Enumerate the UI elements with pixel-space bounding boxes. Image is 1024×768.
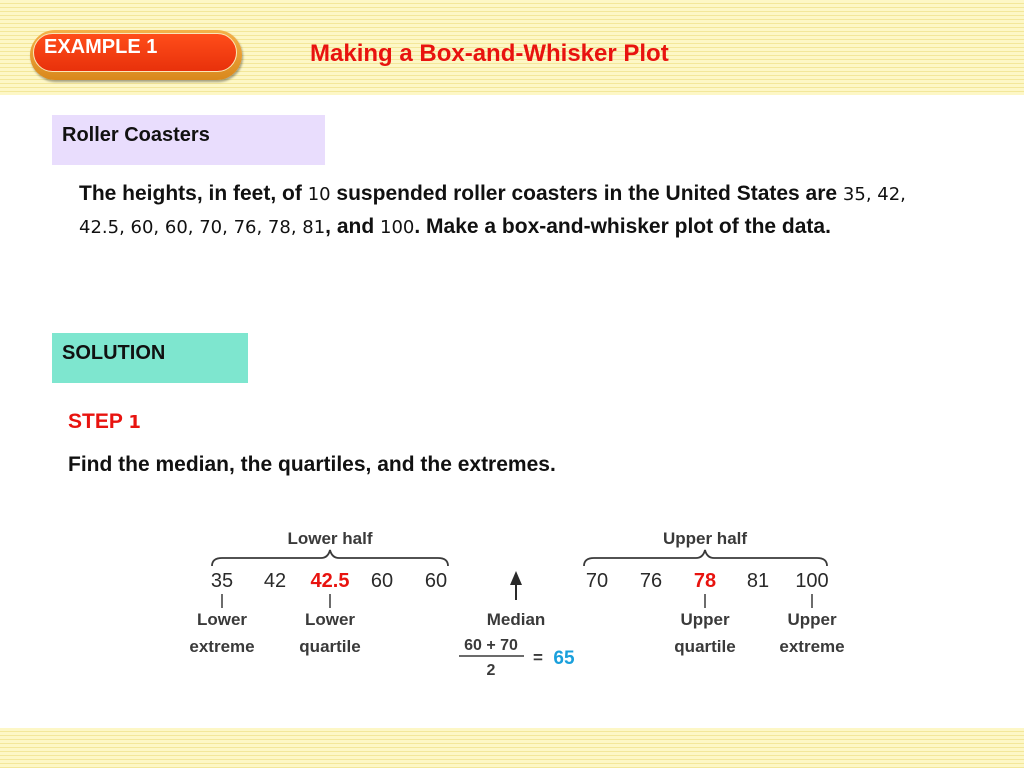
step-instruction: Find the median, the quartiles, and the extremes. (68, 453, 556, 476)
problem-last-value: 100 (380, 216, 415, 238)
upper-value-2: 76 (639, 570, 663, 592)
problem-data-values: 35, 42, 42.5, 60, 60, 70, 76, 78, 81 (79, 184, 906, 238)
upper-quartile-label-1: Upper (680, 610, 730, 629)
lower-value-4: 60 (370, 570, 394, 592)
solution-label: SOLUTION (62, 342, 166, 364)
lower-extreme-label-1: Lower (196, 610, 248, 629)
lower-value-5: 60 (424, 570, 448, 592)
upper-half-brace (584, 550, 827, 566)
median-equals: = (533, 648, 543, 667)
page-title: Making a Box-and-Whisker Plot (310, 40, 669, 67)
lower-extreme-label-2: extreme (189, 637, 255, 656)
median-denominator: 2 (486, 662, 496, 679)
lower-quartile-label-1: Lower (304, 610, 356, 629)
median-arrow-head (510, 571, 522, 585)
upper-extreme-label-1: Upper (787, 610, 837, 629)
median-label: Median (486, 610, 546, 629)
median-numerator: 60 + 70 (464, 637, 518, 654)
upper-value-5: 100 (795, 570, 829, 592)
median-value: 65 (553, 648, 575, 669)
topic-label: Roller Coasters (62, 124, 210, 146)
step-word: STEP (68, 410, 123, 433)
lower-value-3: 42.5 (310, 570, 350, 592)
upper-value-4: 81 (746, 570, 770, 592)
example-label: EXAMPLE 1 (44, 36, 158, 58)
lower-half-brace (212, 550, 448, 566)
lower-half-label: Lower half (287, 529, 373, 548)
problem-text-2: suspended roller coasters in the United States are (330, 182, 843, 205)
lower-value-1: 35 (210, 570, 234, 592)
upper-half-label: Upper half (662, 529, 748, 548)
lower-value-2: 42 (263, 570, 287, 592)
upper-value-1: 70 (585, 570, 609, 592)
lower-quartile-label-2: quartile (299, 637, 361, 656)
problem-text-3: , and (325, 214, 381, 238)
upper-extreme-label-2: extreme (779, 637, 845, 656)
problem-text-1: The heights, in feet, of (79, 182, 308, 205)
problem-count: 10 (307, 184, 331, 205)
upper-value-3: 78 (693, 570, 717, 592)
upper-quartile-label-2: quartile (674, 637, 736, 656)
problem-text-4: . Make a box-and-whisker plot of the data. (414, 214, 831, 238)
step-number: 1 (128, 412, 141, 433)
